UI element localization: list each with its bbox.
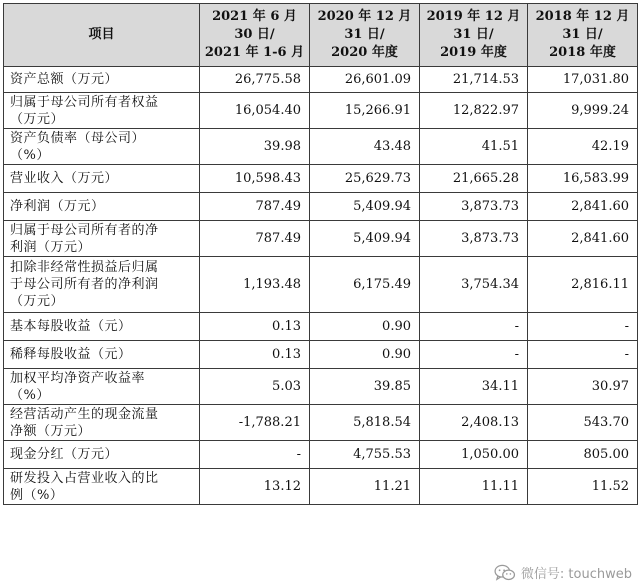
text-line: 扣除非经常性损益后归属 [10, 260, 159, 275]
header-row [4, 4, 638, 67]
row-label [4, 405, 200, 441]
table-row [4, 441, 638, 469]
row-label [4, 67, 200, 93]
row-label [4, 313, 200, 341]
watermark-text: 微信号: touchweb [520, 567, 632, 582]
text-line: 30 日/ [234, 27, 275, 42]
watermark [494, 563, 632, 582]
text-line: 2018 年 12 月 [535, 9, 630, 24]
row-label [4, 369, 200, 405]
value-cell: 26,775.58 [200, 67, 310, 93]
text-line: 营业收入（万元） [10, 171, 119, 186]
table-row [4, 193, 638, 221]
value-cell: 25,629.73 [310, 165, 420, 193]
value-cell: 1,193.48 [200, 257, 310, 313]
value-cell: 5,409.94 [310, 221, 420, 257]
value-cell: 10,598.43 [200, 165, 310, 193]
value-cell: 2,408.13 [420, 405, 528, 441]
row-label [4, 193, 200, 221]
value-cell: - [200, 441, 310, 469]
text-line: 研发投入占营业收入的比 [10, 470, 159, 486]
value-cell: 11.11 [420, 469, 528, 505]
value-cell: 11.21 [310, 469, 420, 505]
text-line: （%） [10, 387, 50, 403]
text-line: 归属于母公司所有者的净 [10, 222, 159, 238]
value-cell: 15,266.91 [310, 93, 420, 129]
column-header-item [4, 4, 200, 67]
table-row [4, 93, 638, 129]
text-line: 稀释每股收益（元） [10, 347, 132, 362]
value-cell: 3,873.73 [420, 193, 528, 221]
text-line: 现金分红（万元） [10, 447, 119, 462]
column-header-period [420, 4, 528, 67]
row-label [4, 93, 200, 129]
row-label [4, 165, 200, 193]
value-cell: 787.49 [200, 193, 310, 221]
value-cell: 805.00 [528, 441, 638, 469]
value-cell: 5,818.54 [310, 405, 420, 441]
value-cell: 11.52 [528, 469, 638, 505]
table-row [4, 369, 638, 405]
value-cell: 34.11 [420, 369, 528, 405]
column-header-period [310, 4, 420, 67]
value-cell: - [420, 313, 528, 341]
text-line: 利润（万元） [10, 239, 92, 255]
value-cell: 0.13 [200, 341, 310, 369]
value-cell: 5.03 [200, 369, 310, 405]
text-line: 于母公司所有者的净利润 [10, 277, 159, 292]
value-cell: 5,409.94 [310, 193, 420, 221]
table-header [4, 4, 638, 67]
text-line: 净利润（万元） [10, 199, 105, 214]
value-cell: 43.48 [310, 129, 420, 165]
value-cell: 6,175.49 [310, 257, 420, 313]
text-line: 2019 年度 [440, 45, 507, 60]
row-label [4, 469, 200, 505]
table-row [4, 129, 638, 165]
value-cell: 39.85 [310, 369, 420, 405]
row-label [4, 341, 200, 369]
value-cell: 0.90 [310, 313, 420, 341]
text-line: 例（%） [10, 487, 64, 503]
value-cell: 2,841.60 [528, 221, 638, 257]
value-cell: 0.13 [200, 313, 310, 341]
value-cell: -1,788.21 [200, 405, 310, 441]
text-line: 31 日/ [453, 27, 494, 42]
text-line: 加权平均净资产收益率 [10, 370, 146, 386]
text-line: 31 日/ [562, 27, 603, 42]
value-cell: 2,816.11 [528, 257, 638, 313]
value-cell: 4,755.53 [310, 441, 420, 469]
value-cell: 787.49 [200, 221, 310, 257]
text-line: 经营活动产生的现金流量 [10, 406, 159, 422]
table-row [4, 313, 638, 341]
value-cell: - [528, 341, 638, 369]
row-label [4, 221, 200, 257]
value-cell: - [420, 341, 528, 369]
value-cell: 26,601.09 [310, 67, 420, 93]
row-label [4, 441, 200, 469]
text-line: 项目 [88, 27, 115, 42]
table-row [4, 469, 638, 505]
text-line: 2018 年度 [549, 45, 616, 60]
text-line: （%） [10, 147, 50, 163]
text-line: 2021 年 1-6 月 [204, 45, 305, 60]
text-line: 基本每股收益（元） [10, 319, 132, 334]
row-label [4, 129, 200, 165]
column-header-period [528, 4, 638, 67]
text-line: 净额（万元） [10, 423, 92, 439]
text-line: 2020 年度 [331, 45, 398, 60]
text-line: （万元） [10, 111, 65, 127]
value-cell: 42.19 [528, 129, 638, 165]
text-line: 归属于母公司所有者权益 [10, 94, 159, 110]
table-body [4, 67, 638, 505]
value-cell: 16,583.99 [528, 165, 638, 193]
value-cell: 2,841.60 [528, 193, 638, 221]
text-line: 2021 年 6 月 [212, 9, 297, 24]
text-line: 2020 年 12 月 [317, 9, 412, 24]
value-cell: 13.12 [200, 469, 310, 505]
value-cell: 39.98 [200, 129, 310, 165]
table-row [4, 405, 638, 441]
financial-data-table [3, 3, 638, 505]
value-cell: 41.51 [420, 129, 528, 165]
value-cell: 12,822.97 [420, 93, 528, 129]
row-label [4, 257, 200, 313]
value-cell: 30.97 [528, 369, 638, 405]
wechat-icon [494, 564, 516, 582]
text-line: 资产总额（万元） [10, 72, 119, 87]
text-line: 2019 年 12 月 [426, 9, 521, 24]
value-cell: 17,031.80 [528, 67, 638, 93]
value-cell: 543.70 [528, 405, 638, 441]
table-row [4, 165, 638, 193]
text-line: （万元） [10, 294, 65, 309]
value-cell: 1,050.00 [420, 441, 528, 469]
table-row [4, 67, 638, 93]
value-cell: 3,873.73 [420, 221, 528, 257]
table-row [4, 257, 638, 313]
text-line: 31 日/ [344, 27, 385, 42]
text-line: 资产负债率（母公司） [10, 130, 146, 146]
value-cell: 21,665.28 [420, 165, 528, 193]
value-cell: 9,999.24 [528, 93, 638, 129]
value-cell: 0.90 [310, 341, 420, 369]
value-cell: - [528, 313, 638, 341]
value-cell: 16,054.40 [200, 93, 310, 129]
table-row [4, 341, 638, 369]
value-cell: 3,754.34 [420, 257, 528, 313]
column-header-period [200, 4, 310, 67]
value-cell: 21,714.53 [420, 67, 528, 93]
table-row [4, 221, 638, 257]
